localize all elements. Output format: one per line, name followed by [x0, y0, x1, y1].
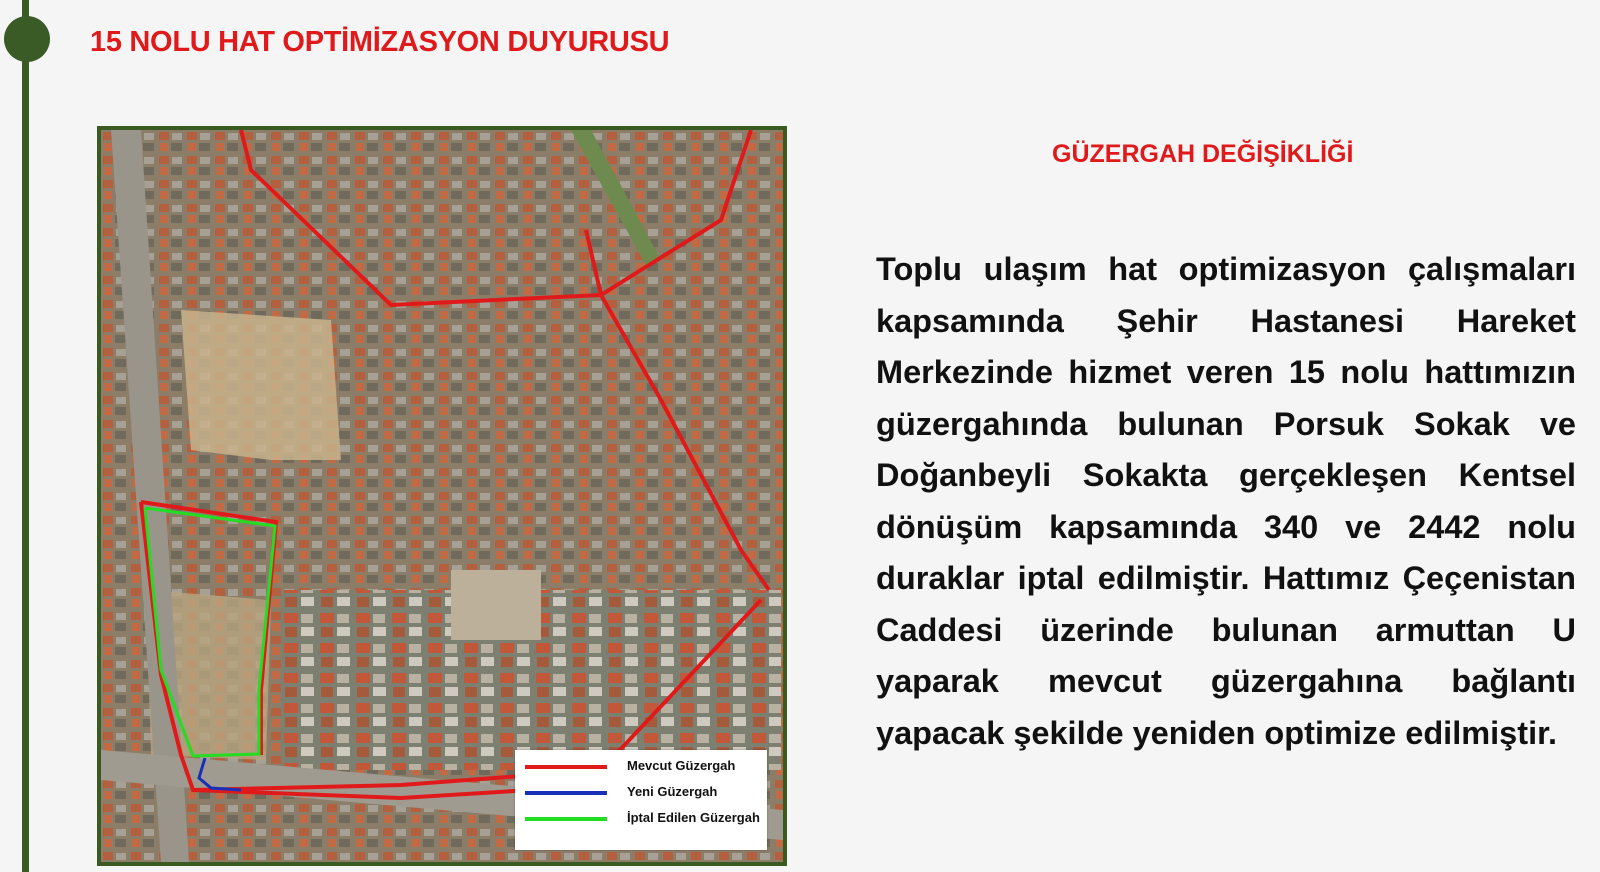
map-legend [515, 750, 767, 850]
legend-swatch [525, 791, 607, 795]
legend-swatch [525, 817, 607, 821]
legend-item [515, 806, 767, 832]
page-title: 15 NOLU HAT OPTİMİZASYON DUYURUSU [90, 26, 670, 58]
side-accent-line [22, 0, 29, 872]
legend-item [515, 780, 767, 806]
legend-label: Yeni Güzergah [627, 784, 718, 799]
announcement-body: Toplu ulaşım hat optimizasyon çalışmaları kapsamında Şehir Hastanesi Hareket Merkezinde hizmet veren 15 nolu hattımızın güzergahında bulunan Porsuk Sokak ve Doğanbeyli Sokakta gerçekleşen Kentsel dönüşüm kapsamında 340 ve 2442 nolu duraklar iptal edilmiştir. Hattımız Çeçenistan Caddesi üzerinde bulunan armuttan U yaparak mevcut güzergahına bağlantı yapacak şekilde yeniden optimize edilmiştir. [876, 251, 1576, 751]
legend-item [515, 754, 767, 780]
legend-label: İptal Edilen Güzergah [627, 810, 760, 825]
legend-swatch [525, 765, 607, 769]
legend-label: Mevcut Güzergah [627, 758, 736, 773]
side-accent-dot [4, 16, 50, 62]
section-title: GÜZERGAH DEĞİŞİKLİĞİ [1052, 140, 1354, 168]
route-map [97, 126, 787, 866]
